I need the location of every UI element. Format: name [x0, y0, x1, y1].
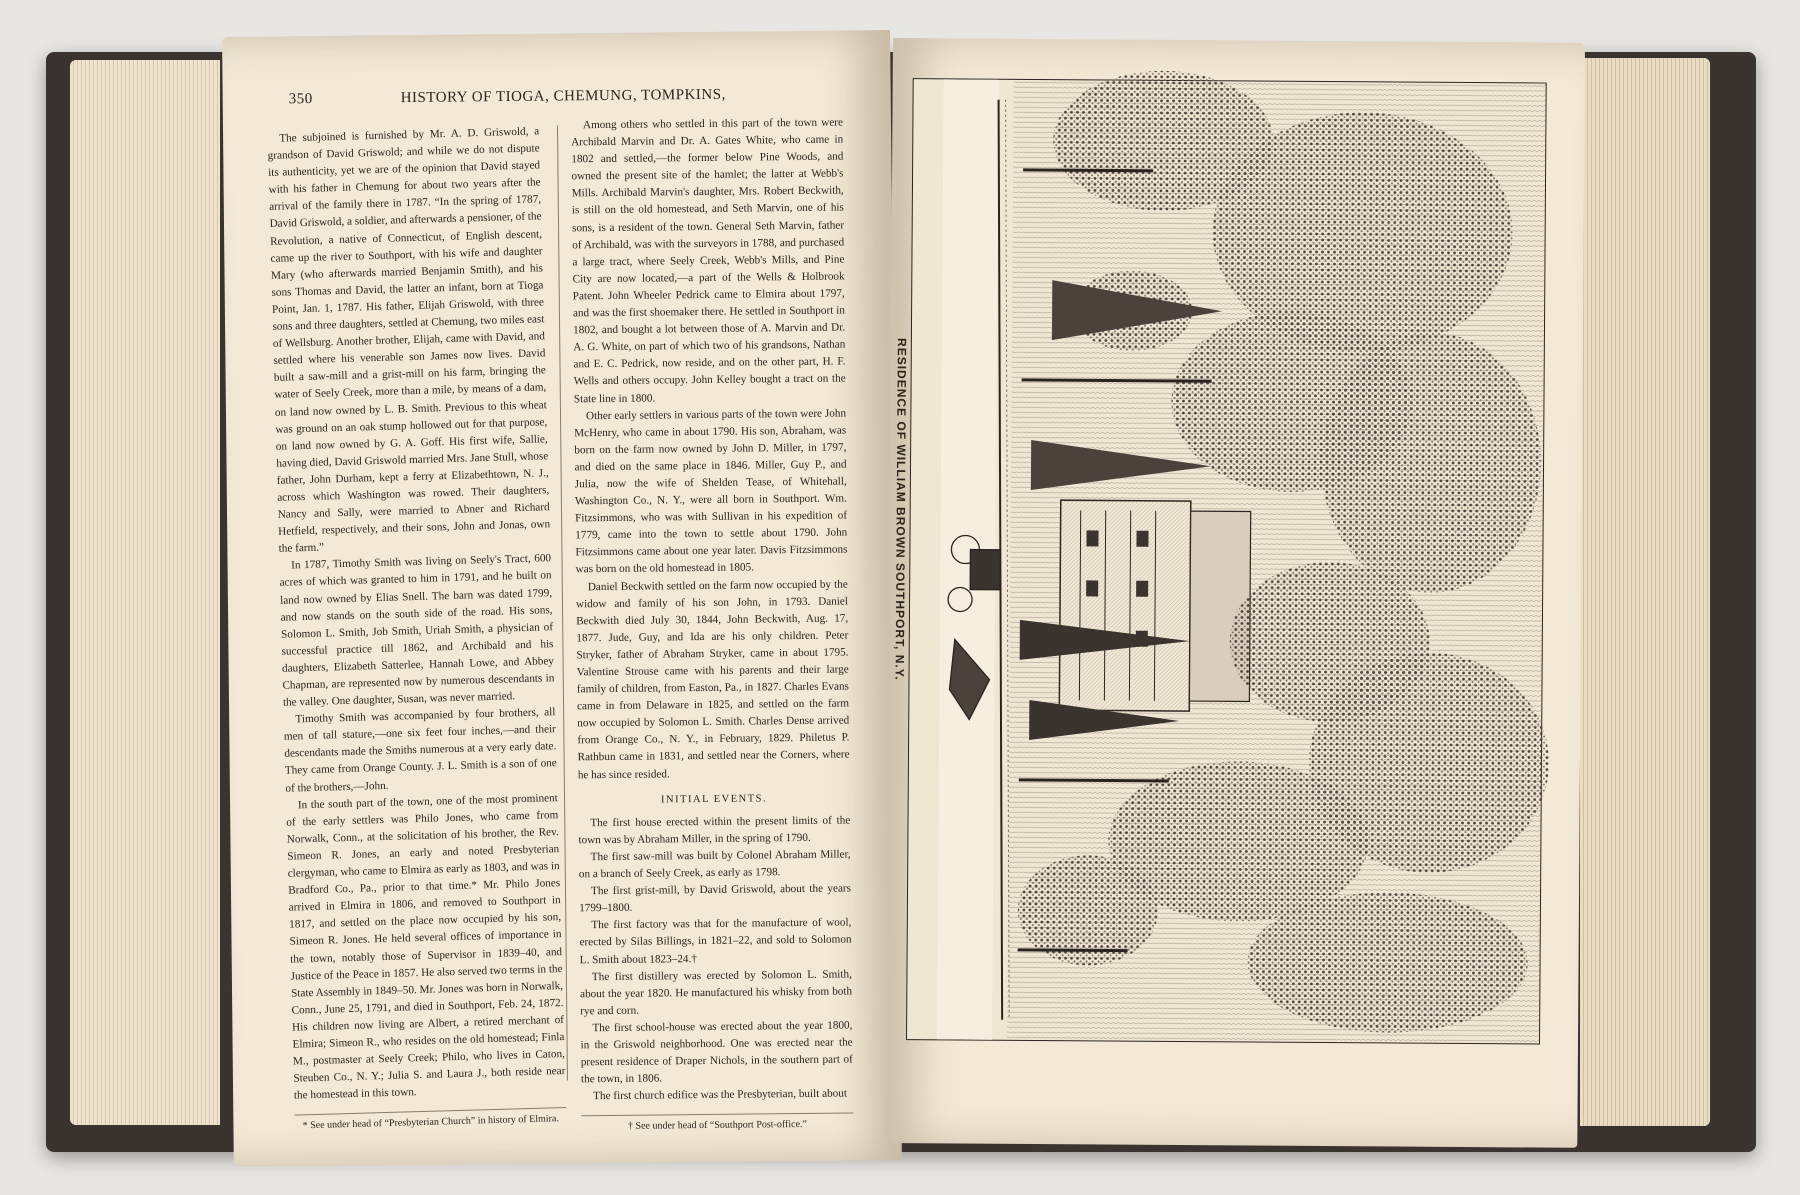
- paragraph: The first factory was that for the manufacture of wool, erected by Silas Billings, in 1821–22, and sold to Solomon L. Smith about 1823–24.†: [579, 916, 852, 966]
- left-page: [222, 30, 902, 1167]
- right-page: [885, 38, 1585, 1148]
- paragraph: The first church edifice was the Presbyterian, built about: [593, 1087, 848, 1103]
- paragraph: Other early settlers in various parts of the town were John McHenry, who came in about 1790. His son, Abraham, was born on the farm now owned by John D. Miller, in 1797, and died on the same place in 1846. Miller, Guy P., and Julia, now the wife of Shelden Tease, of Whitehall, Washington Co., N. Y., were all born in Southport. Wm. Fitzsimmons, who was with Sullivan in his expedition of 1779, came into the town to settle about 1790. John Fitzsimmons came about one year later. Davis Fitzsimmons was born on the old homestead in 1805.: [574, 407, 848, 576]
- paragraph: Among others who settled in this part of the town were Archibald Marvin and Dr. A. Gates White, who came in 1802 and settled,—the former below Pine Woods, and owned the present site of the hamlet; the latter at Webb's Mills. Archibald Marvin's daughter, Mrs. Robert Beckwith, is still on the old homestead, and Seth Marvin, one of his sons, is a resident of the town. General Seth Marvin, father of Archibald, was with the surveyors in 1788, and purchased a large tract, where Seely Creek, Webb's Mills, and Pine City are now located,—a part of the Wells & Holbrook Patent. John Wheeler Pedrick came to Elmira about 1797, and was the first shoemaker there. He settled in Southport in 1802, and bought a lot between those of A. Marvin and Dr. A. G. White, on part of which two of his grandsons, Nathan and E. C. Pedrick, now reside, and on the other part, H. F. Wells and others occupy. John Kelley bought a tract on the State line in 1800.: [571, 116, 846, 405]
- paragraph: The first saw-mill was built by Colonel Abraham Miller, on a branch of Seely Creek, as early as 1798.: [578, 848, 851, 881]
- footnote: * See under head of “Presbyterian Church” in history of Elmira.: [295, 1107, 567, 1134]
- page-edges-left: [70, 60, 220, 1125]
- text-column-left: [267, 123, 566, 1132]
- text-column-right: [571, 114, 853, 1133]
- paragraph: The first distillery was erected by Solomon L. Smith, about the year 1820. He manufactured his whisky from both rye and corn.: [580, 968, 853, 1018]
- paragraph: Daniel Beckwith settled on the farm now occupied by the widow and family of his son John, in 1793. Daniel Beckwith died July 30, 1844, John Beckwith, Aug. 17, 1877. Jude, Guy, and Ida are his only children. Peter Stryker, father of Abraham Stryker, came in about 1795. Valentine Strouse came with his parents and their large family of children, from Easton, Pa., in 1827. Charles Evans came in from Delaware in 1825, and settled on the farm now occupied by Solomon L. Smith. Charles Dense arrived from Orange Co., N. Y., in February, 1829. Philetus P. Rathbun came in 1831, and settled near the Corners, where he has since resided.: [575, 578, 850, 781]
- page-number: 350: [288, 91, 313, 108]
- running-head: [289, 85, 849, 113]
- paragraph: In the south part of the town, one of the most prominent of the early settlers was Philo Jones, who came from Norwalk, Conn., at the solicitation of his brother, the Rev. Simeon R. Jones, an early and noted Presbyterian clergyman, who came to Elmira as early as 1803, and was in Bradford Co., Pa., prior to that time.* Mr. Philo Jones arrived in Elmira in 1806, and removed to Southport in 1817, and settled on the place now occupied by his son, Simeon R. Jones. He held several offices of importance in the town, notably those of Supervisor in 1839–40, and Justice of the Peace in 1857. He also served two terms in the State Assembly in 1849–50. Mr. Jones was born in Norwalk, Conn., June 25, 1791, and died in Southport, Feb. 24, 1872. His children now living are Albert, a retired merchant of Elmira; Simeon R., who resides on the old homestead; Finla M., postmaster at Seely Creek; Philo, who lives in Caton, Steuben Co., N. Y.; Julia S. and Laura J., both reside near the homestead in this town.: [286, 791, 566, 1102]
- engraving-plate: [906, 78, 1547, 1044]
- paragraph: The subjoined is furnished by Mr. A. D. Griswold, a grandson of David Griswold; and while we do not dispute its authenticity, yet we are of the opinion that David stayed with his father in Chemung for about two years after the arrival of the family there in 1787. “In the spring of 1787, David Griswold, a soldier, and afterwards a pensioner, of the Revolution, a native of Connecticut, of English descent, came up the river to Southport, with his wife and daughter Mary (who afterwards married Benjamin Smith), and his sons Thomas and David, the latter an infant, born at Tioga Point, Jan. 1, 1787. His father, Elijah Griswold, with three sons and three daughters, settled at Chemung, two miles east of Wellsburg. Another brother, Elijah, came with David, and settled where his venerable son James now lives. David built a saw-mill and a grist-mill on his farm, bringing the water of Seely Creek, more than a mile, by means of a dam, on land now owned by L. B. Smith. Previous to this wheat was ground on an oak stump hollowed out for that purpose, on land now owned by G. A. Goff. His first wife, Sallie, having died, David Griswold married Mrs. Jane Stull, whose father, John Durham, kept a ferry at Elizabethtown, N. J., across which Washington was rowed. Their daughters, Nancy and Sally, were married to Abner and Richard Hetfield, respectively, and their sons, John and Jonas, own the farm.”: [267, 125, 551, 556]
- paragraph: In 1787, Timothy Smith was living on Seely's Tract, 600 acres of which was granted to him in 1791, and he built on land now owned by Elias Snell. The barn was dated 1799, and now stands on the south side of the road. His sons, Solomon L. Smith, Job Smith, Uriah Smith, a physician of successful practice till 1862, and Archibald and his daughters, Elizabeth Satterlee, Hannah Lowe, and Abbey Chapman, are represented now by numerous descendants in the valley. One daughter, Susan, was never married.: [279, 552, 555, 709]
- paragraph: The first house erected within the present limits of the town was by Abraham Miller, in the spring of 1790.: [578, 814, 851, 847]
- page-title: HISTORY OF TIOGA, CHEMUNG, TOMPKINS,: [400, 86, 726, 107]
- paragraph: The first school-house was erected about the year 1800, in the Griswold neighborhood. One was erected near the present residence of Draper Nichols, in the southern part of the town, in 1806.: [580, 1019, 853, 1086]
- footnote: † See under head of “Southport Post-office.”: [581, 1113, 853, 1135]
- paragraph: The first grist-mill, by David Griswold, about the years 1799–1800.: [579, 882, 852, 915]
- section-heading: INITIAL EVENTS.: [660, 792, 768, 806]
- residence-engraving: [907, 79, 1546, 1043]
- house: [1059, 500, 1250, 711]
- paragraph: Timothy Smith was accompanied by four brothers, all men of tall stature,—one six feet four inches,—and their descendants made the Smiths numerous at a very early date. They came from Orange County. J. L. Smith is a son of one of the brothers,—John.: [283, 706, 557, 795]
- page-edges-right: [1580, 58, 1710, 1126]
- plate-caption: RESIDENCE OF WILLIAM BROWN SOUTHPORT, N.Y.: [892, 338, 909, 681]
